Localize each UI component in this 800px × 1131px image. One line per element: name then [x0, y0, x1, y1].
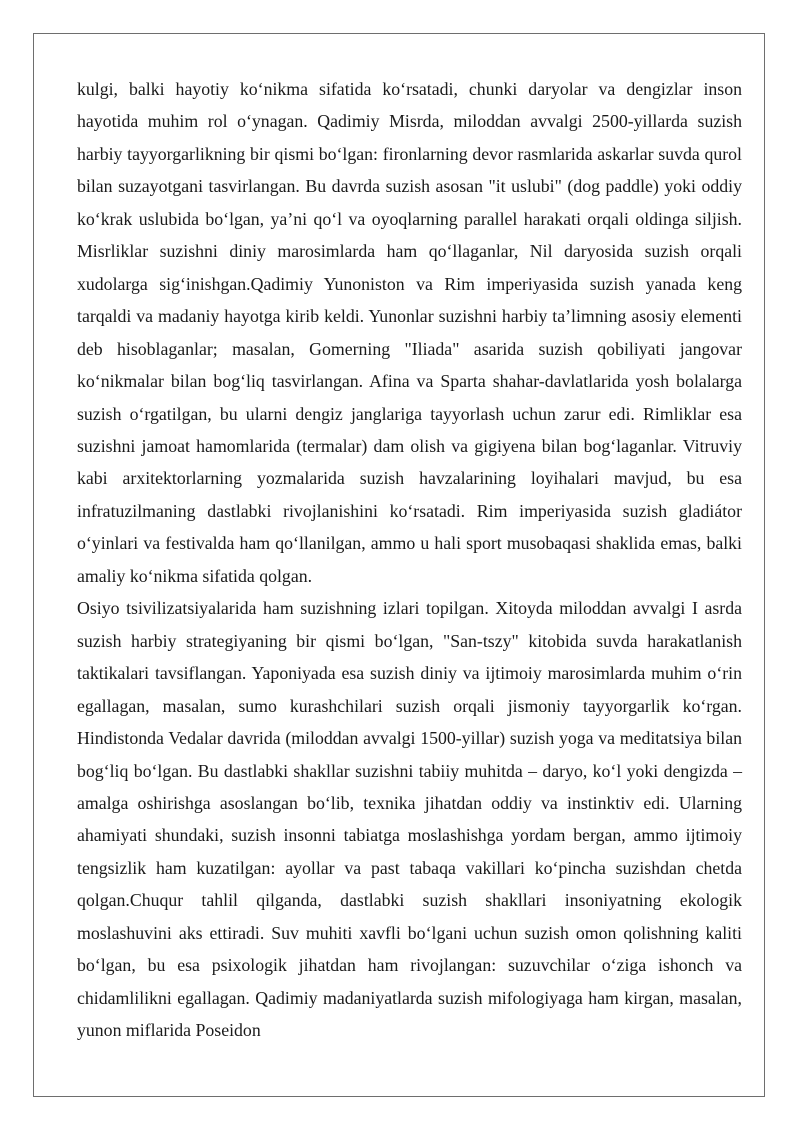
document-body [77, 73, 742, 1047]
paragraph: Osiyo tsivilizatsiyalarida ham suzishning izlari topilgan. Xitoyda miloddan avvalgi I asrda suzish harbiy strategiyaning bir qismi bo‘lgan, "San-tszy" kitobida suvda harakatlanish taktikalari tavsiflangan. Yaponiyada esa suzish diniy va ijtimoiy marosimlarda muhim o‘rin egallagan, masalan, sumo kurashchilari suzish orqali jismoniy tayyorgarlik ko‘rgan. Hindistonda Vedalar davrida (miloddan avvalgi 1500-yillar) suzish yoga va meditatsiya bilan bog‘liq bo‘lgan. Bu dastlabki shakllar suzishni tabiiy muhitda – daryo, ko‘l yoki dengizda – amalga oshirishga asoslangan bo‘lib, texnika jihatdan oddiy va instinktiv edi. Ularning ahamiyati shundaki, suzish insonni tabiatga moslashishga yordam bergan, ammo ijtimoiy tengsizlik ham kuzatilgan: ayollar va past tabaqa vakillari ko‘pincha suzishdan chetda qolgan.Chuqur tahlil qilganda, dastlabki suzish shakllari insoniyatning ekologik moslashuvini aks ettiradi. Suv muhiti xavfli bo‘lgani uchun suzish omon qolishning kaliti bo‘lgan, bu esa psixologik jihatdan ham rivojlangan: suzuvchilar o‘ziga ishonch va chidamlilikni egallagan. Qadimiy madaniyatlarda suzish mifologiyaga ham kirgan, masalan, yunon miflarida Poseidon [77, 598, 742, 1041]
paragraph: kulgi, balki hayotiy ko‘nikma sifatida ko‘rsatadi, chunki daryolar va dengizlar inson hayotida muhim rol o‘ynagan. Qadimiy Misrda, miloddan avvalgi 2500-yillarda suzish harbiy tayyorgarlikning bir qismi bo‘lgan: fironlarning devor rasmlarida askarlar suvda qurol bilan suzayotgani tasvirlangan. Bu davrda suzish asosan "it uslubi" (dog paddle) yoki oddiy ko‘krak uslubida bo‘lgan, ya’ni qo‘l va oyoqlarning parallel harakati orqali oldinga siljish. Misrliklar suzishni diniy marosimlarda ham qo‘llaganlar, Nil daryosida suzish orqali xudolarga sig‘inishgan.Qadimiy Yunoniston va Rim imperiyasida suzish yanada keng tarqaldi va madaniy hayotga kirib keldi. Yunonlar suzishni harbiy ta’limning asosiy elementi deb hisoblaganlar; masalan, Gomerning "Iliada" asarida suzish qobiliyati jangovar ko‘nikmalar bilan bog‘liq tasvirlangan. Afina va Sparta shahar-davlatlarida yosh bolalarga suzish o‘rgatilgan, bu ularni dengiz janglariga tayyorlash uchun zarur edi. Rimliklar esa suzishni jamoat hamomlarida (termalar) dam olish va gigiyena bilan bog‘laganlar. Vitruviy kabi arxitektorlarning yozmalarida suzish havzalarining loyihalari mavjud, bu esa infratuzilmaning dastlabki rivojlanishini ko‘rsatadi. Rim imperiyasida suzish gladiátor o‘yinlari va festivalda ham qo‘llanilgan, ammo u hali sport musobaqasi shaklida emas, balki amaliy ko‘nikma sifatida qolgan. [77, 79, 742, 586]
